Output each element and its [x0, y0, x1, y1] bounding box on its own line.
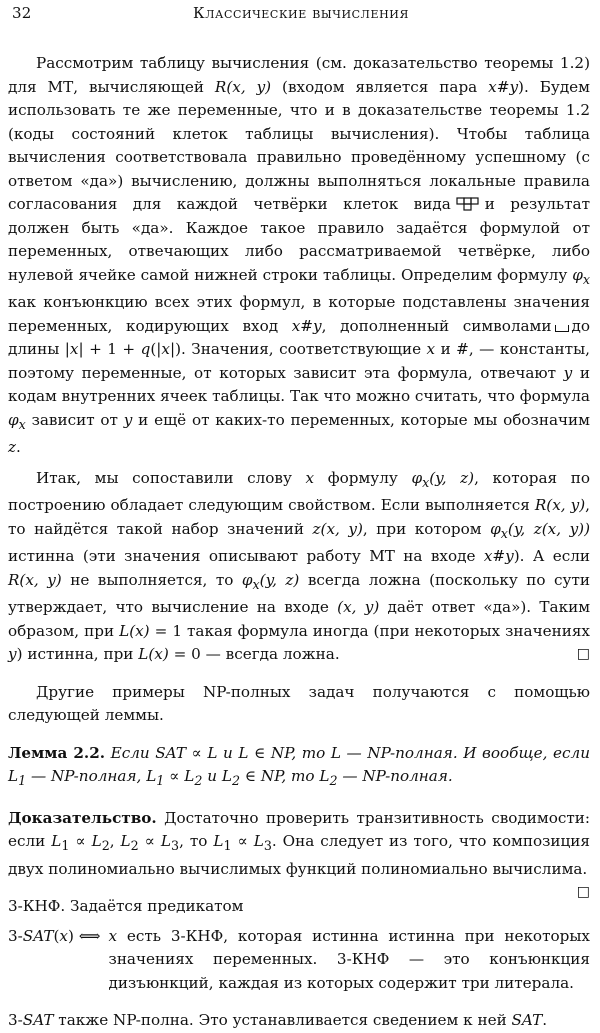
qed-symbol: □: [576, 884, 590, 901]
four-cell-grid-icon: [455, 197, 481, 211]
lemma-2-2: Лемма 2.2. Если SAT ∝ L и L ∈ NP, то L — NP-полная. И вообще, если $L_1$ — NP-полная, $L_1 \propto L_2$ и $L_2$ ∈ NP, то $L_2$ — NP-полная.: [8, 743, 590, 789]
page-header: [12, 4, 590, 26]
cnf-definition: [8, 925, 590, 996]
paragraph-other-examples: Другие примеры NP-полных задач получаются с помощью следующей леммы.: [8, 682, 590, 725]
qed-symbol: □: [576, 646, 590, 663]
running-title: Классические вычисления: [193, 4, 409, 22]
proof-block: Доказательство. Достаточно проверить транзитивность сводимости: если $L_1 \propto L_2$, $L_2 \propto L_3$, то $L_1 \propto L_3$. Она следует из того, что композиция двух полиномиально вычислимых функций полиномиально вычислима. □: [8, 807, 590, 882]
cnf-definition-rhs: x есть 3-КНФ, которая истинна истинна при некоторых значениях переменных. 3-КНФ — это конъюнкция дизъюнкций, каждая из которых содержит три литерала.: [108, 926, 590, 992]
blank-symbol-icon: [555, 325, 569, 332]
paragraph-formula-property: Итак, мы сопоставили слову x формулу $\varphi_x(y$, z), которая по построению обладает следующим свойством. Если выполняется R(x, y), то найдётся такой набор значений z(x, y), при котором $\varphi_x(y$, z(x, y)) истинна (эти значения описывают работу МТ на входе x#y). А если R(x, y) не выполняется, то $\varphi_x(y$, z) всегда ложна (поскольку по сути утверждает, что вычисление на входе (x, y) даёт ответ «да»). Таким образом, при L(x) = 1 такая формула иногда (при некоторых значениях y) истинна, при L(x) = 0 — всегда ложна. □: [8, 467, 590, 667]
iff-symbol: ⟺: [78, 926, 101, 945]
paragraph-3sat-complete: 3-SAT также NP-полна. Это устанавливается сведением к ней SAT.: [8, 1011, 548, 1030]
page-number: 32: [12, 4, 32, 22]
cnf-definition-lhs: 3-SAT(x) ⟺: [8, 926, 101, 945]
cnf-intro: 3-КНФ. Задаётся предикатом: [8, 897, 244, 916]
page-body: [8, 52, 590, 1033]
lemma-title: Лемма 2.2.: [8, 743, 106, 762]
proof-title: Доказательство.: [8, 808, 157, 827]
paragraph-table-construction: Рассмотрим таблицу вычисления (см. доказательство теоремы 1.2) для МТ, вычисляющей R(x, y) (входом является пара x#y). Будем использовать те же переменные, что и в доказательстве теоремы 1.2 (коды состояний клеток таблицы вычисления). Чтобы таблица вычисления соответствовала правильно проведённому успешному (с ответом «да») вычислению, должны выполняться локальные правила согласования для каждой четвёрки клеток вида и результат должен быть «да». Каждое такое правило задаётся формулой от переменных, отвечающих либо рассматриваемой четвёрке, либо нулевой ячейке самой нижней строки таблицы. Определим формулу $\varphi_x$ как конъюнкцию всех этих формул, в которые подставлены значения переменных, кодирующих вход x#y, дополненный символами до длины |x| + 1 + q(|x|). Значения, соответствующие x и #, — константы, поэтому переменные, от которых зависит эта формула, отвечают y и кодам внутренних ячеек таблицы. Так что можно считать, что формула $\varphi_x$ зависит от y и ещё от каких-то переменных, которые мы обозначим z.: [8, 54, 591, 457]
